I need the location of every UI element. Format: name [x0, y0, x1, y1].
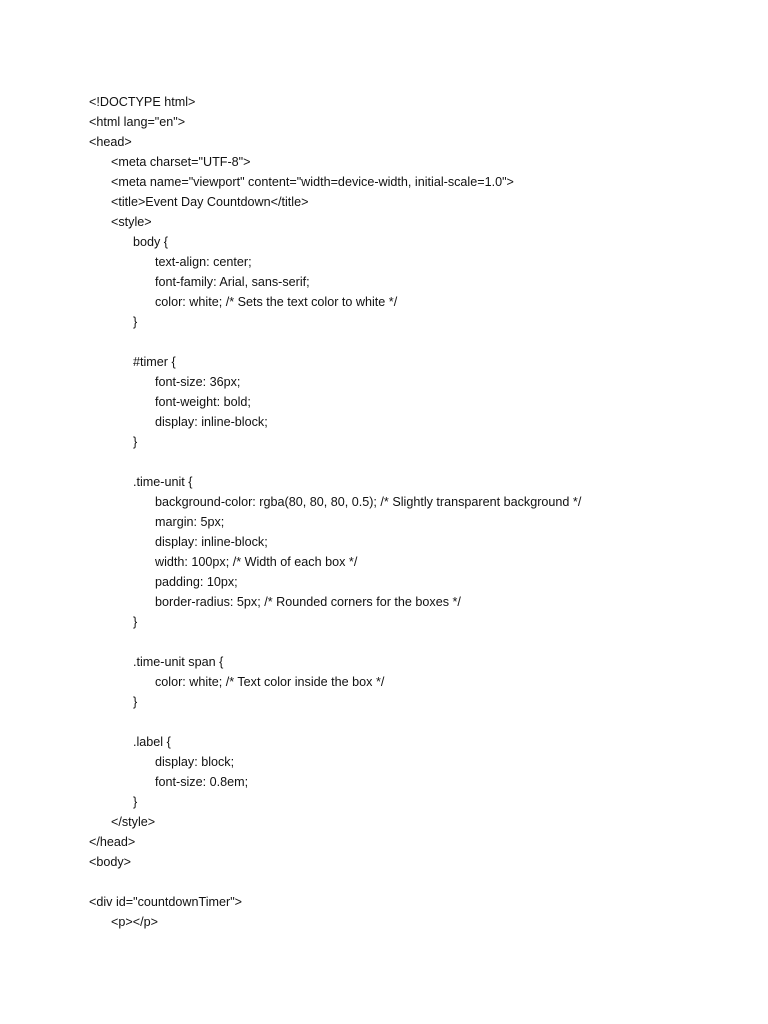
- blank-line: [89, 452, 729, 472]
- code-line: color: white; /* Text color inside the box */: [155, 675, 385, 689]
- code-line: font-size: 36px;: [155, 375, 241, 389]
- code-line: text-align: center;: [155, 255, 252, 269]
- code-line: font-weight: bold;: [155, 395, 251, 409]
- code-line: }: [133, 695, 138, 709]
- code-listing: [89, 92, 729, 932]
- code-line: padding: 10px;: [155, 575, 238, 589]
- code-line: <style>: [111, 215, 152, 229]
- code-line: color: white; /* Sets the text color to white */: [155, 295, 398, 309]
- code-line: body {: [133, 235, 169, 249]
- blank-line: [89, 872, 729, 892]
- code-line: display: inline-block;: [155, 535, 268, 549]
- code-line: <div id="countdownTimer">: [89, 895, 243, 909]
- code-line: <meta charset="UTF-8">: [111, 155, 251, 169]
- code-line: </style>: [111, 815, 156, 829]
- code-line: }: [133, 615, 138, 629]
- code-line: <body>: [89, 855, 132, 869]
- code-line: display: inline-block;: [155, 415, 268, 429]
- blank-line: [89, 332, 729, 352]
- code-line: </head>: [89, 835, 136, 849]
- code-line: <meta name="viewport" content="width=device-width, initial-scale=1.0">: [111, 175, 514, 189]
- code-line: font-size: 0.8em;: [155, 775, 249, 789]
- code-line: <head>: [89, 135, 132, 149]
- code-line: #timer {: [133, 355, 176, 369]
- code-line: }: [133, 435, 138, 449]
- code-line: <html lang="en">: [89, 115, 186, 129]
- code-line: width: 100px; /* Width of each box */: [155, 555, 358, 569]
- code-line: .time-unit span {: [133, 655, 224, 669]
- code-line: }: [133, 795, 138, 809]
- code-line: <title>Event Day Countdown</title>: [111, 195, 309, 209]
- code-line: border-radius: 5px; /* Rounded corners for the boxes */: [155, 595, 461, 609]
- code-line: <!DOCTYPE html>: [89, 95, 196, 109]
- code-line: <p></p>: [111, 915, 158, 929]
- code-line: margin: 5px;: [155, 515, 225, 529]
- code-line: display: block;: [155, 755, 235, 769]
- code-line: }: [133, 315, 138, 329]
- code-line: background-color: rgba(80, 80, 80, 0.5); /* Slightly transparent background */: [155, 495, 582, 509]
- code-line: .label {: [133, 735, 171, 749]
- blank-line: [89, 632, 729, 652]
- blank-line: [89, 712, 729, 732]
- code-line: font-family: Arial, sans-serif;: [155, 275, 310, 289]
- code-line: .time-unit {: [133, 475, 193, 489]
